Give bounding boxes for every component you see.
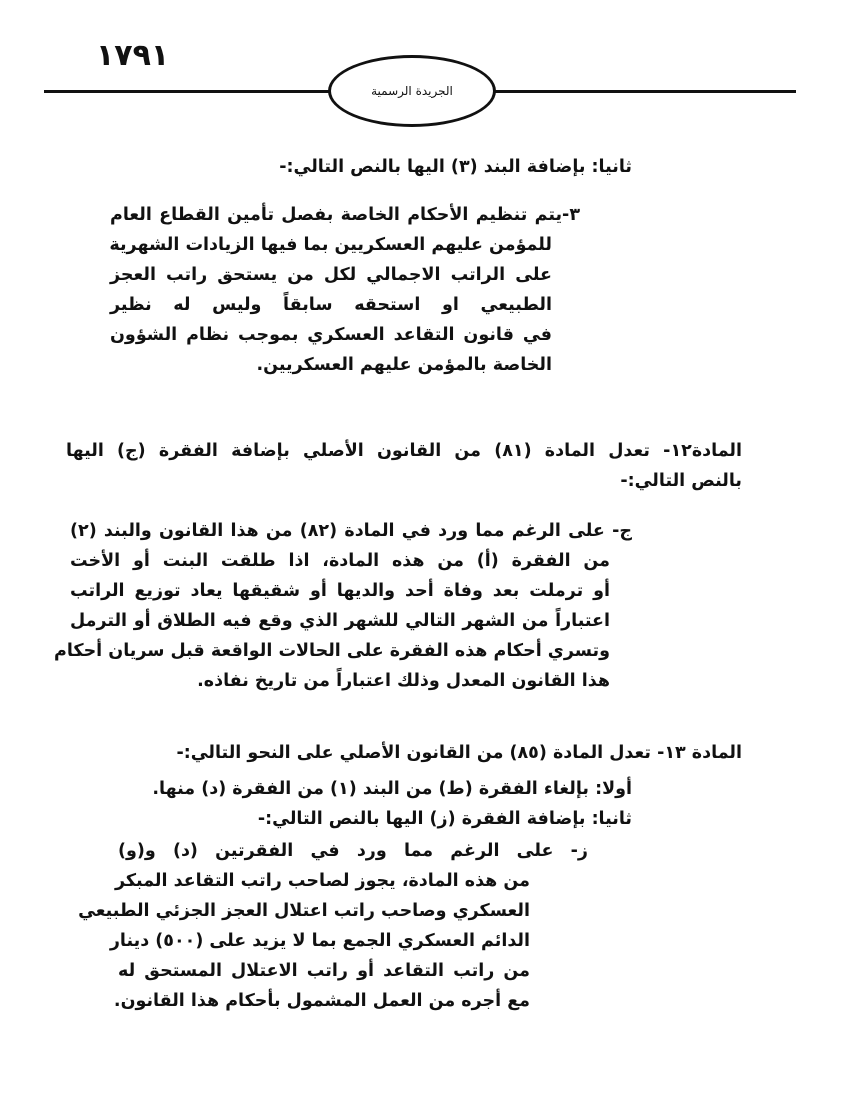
paragraph-j [54,516,632,696]
article-12 [66,436,742,496]
article-13-second: ثانيا: بإضافة الفقرة (ز) اليها بالنص التالي:- [257,809,632,829]
item-3-paragraph [110,200,580,380]
paragraph-line: مع أجره من العمل المشمول بأحكام هذا القانون. [113,991,530,1011]
paragraph-z [78,836,588,1016]
paragraph-line: من راتب التقاعد أو راتب الاعتلال المستحق له [118,961,530,981]
paragraph-line: من الفقرة (أ) من هذه المادة، اذا طلقت البنت أو الأخت [70,551,610,571]
paragraph-line: أو ترملت بعد وفاة أحد والديها أو شقيقها يعاد توزيع الراتب [70,581,610,601]
article-13-first: أولا: بإلغاء الفقرة (ط) من البند (١) من الفقرة (د) منها. [152,779,632,799]
article-13-items [150,774,632,834]
paragraph-line: اعتباراً من الشهر التالي للشهر الذي وقع فيه الطلاق أو الترمل [70,611,610,631]
gazette-title: الجريدة الرسمية [371,84,453,98]
paragraph-line: وتسري أحكام هذه الفقرة على الحالات الواقعة قبل سريان أحكام [54,641,610,661]
page-number: ١٧٩١ [96,38,170,73]
paragraph-line: للمؤمن عليهم العسكريين بما فيها الزيادات الشهرية [109,235,552,255]
article-line: المادة١٢- تعدل المادة (٨١) من القانون الأصلي بإضافة الفقرة (ج) اليها [66,441,742,461]
section-heading [200,152,632,182]
paragraph-line: ز- على الرغم مما ورد في الفقرتين (د) و(و) [118,841,588,861]
paragraph-line: في قانون التقاعد العسكري بموجب نظام الشؤون [110,325,552,345]
article-13 [150,738,742,768]
paragraph-line: ٣-يتم تنظيم الأحكام الخاصة بفصل تأمين القطاع العام [110,205,580,225]
gazette-title-oval [328,55,496,127]
paragraph-line: من هذه المادة، يجوز لصاحب راتب التقاعد المبكر [114,871,530,891]
paragraph-line: على الراتب الاجمالي لكل من يستحق راتب العجز [110,265,552,285]
section-heading-text: ثانيا: بإضافة البند (٣) اليها بالنص التالي:- [279,157,632,177]
article-13-heading: المادة ١٣- تعدل المادة (٨٥) من القانون الأصلي على النحو التالي:- [176,743,742,763]
paragraph-line: الدائم العسكري الجمع بما لا يزيد على (٥٠٠) دينار [109,931,530,951]
paragraph-line: الخاصة بالمؤمن عليهم العسكريين. [256,355,552,375]
paragraph-line: العسكري وصاحب راتب اعتلال العجز الجزئي الطبيعي [78,901,530,921]
paragraph-line: هذا القانون المعدل وذلك اعتباراً من تاريخ نفاذه. [197,671,610,691]
paragraph-line: الطبيعي او استحقه سابقاً وليس له نظير [110,295,552,315]
paragraph-line: ج- على الرغم مما ورد في المادة (٨٢) من هذا القانون والبند (٢) [70,521,632,541]
article-line: بالنص التالي:- [620,471,742,491]
